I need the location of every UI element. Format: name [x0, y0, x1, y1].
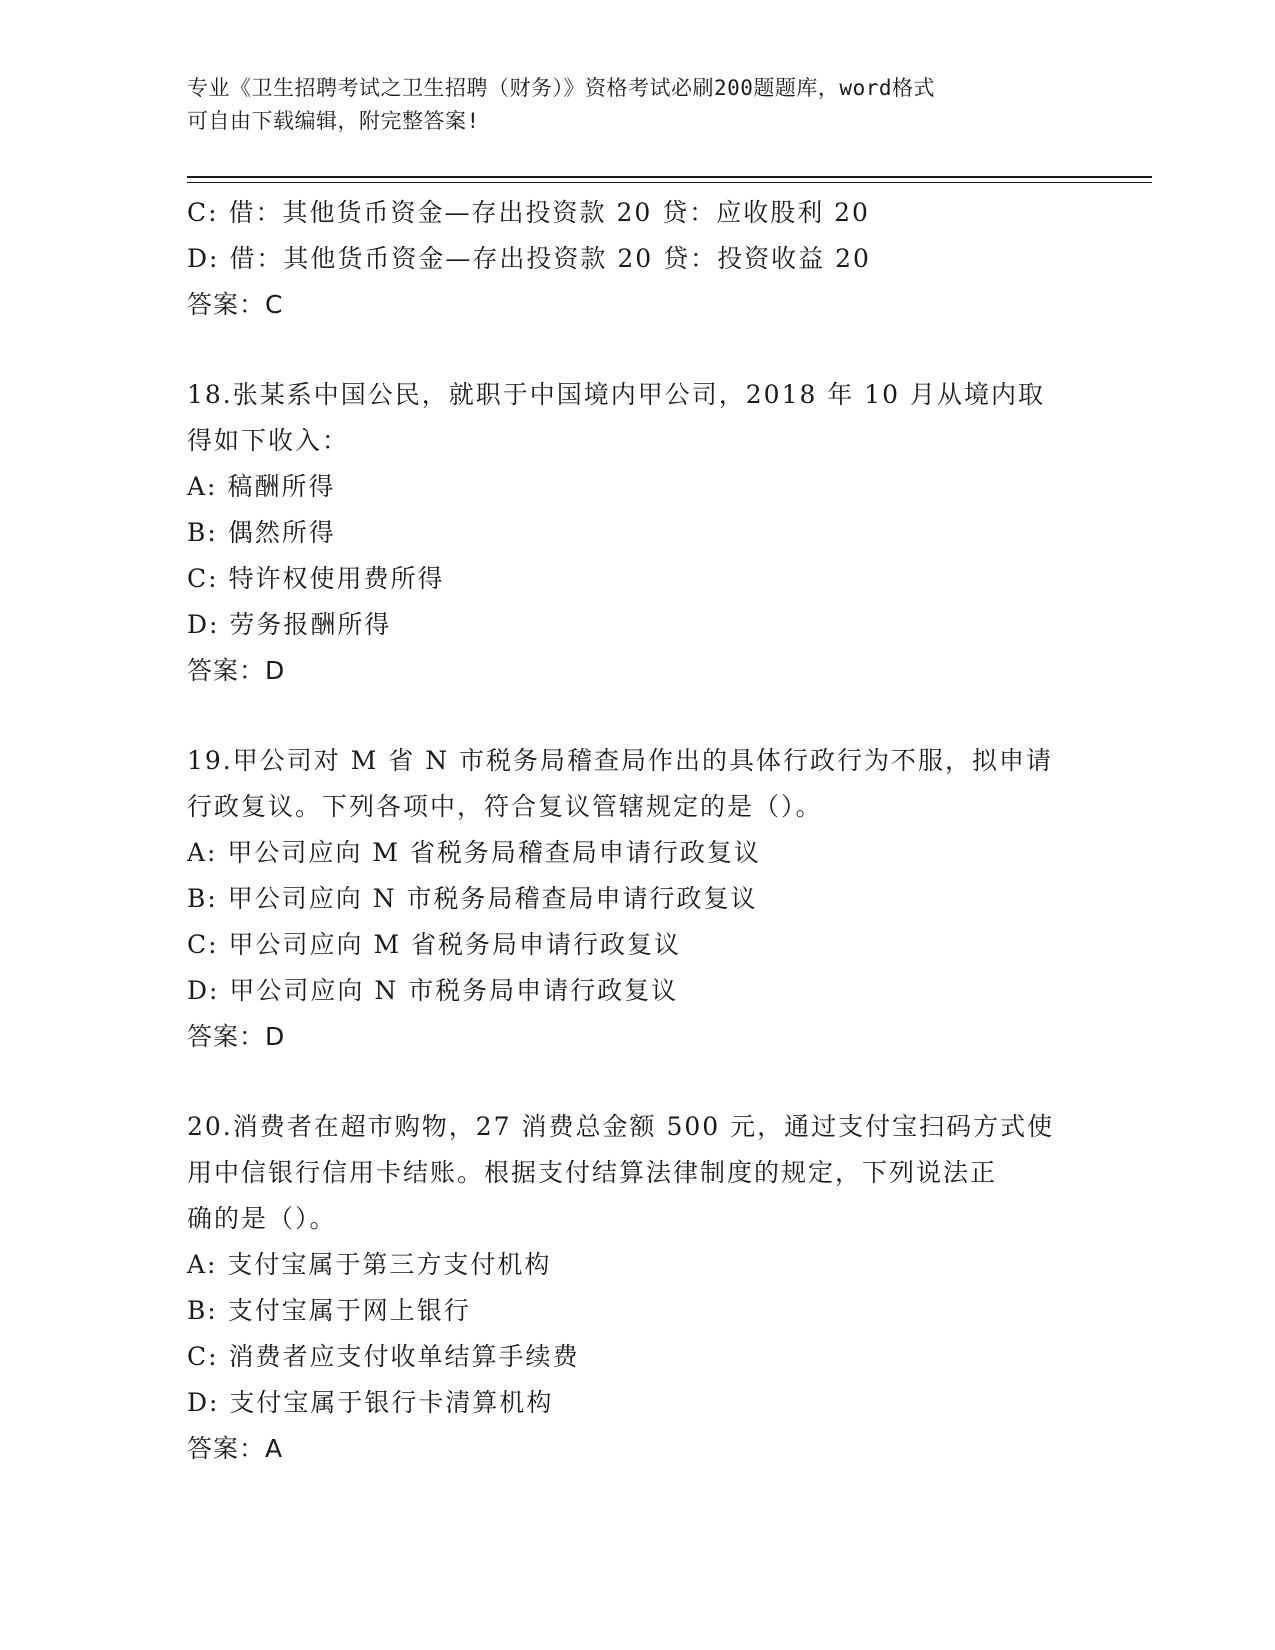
question-text-line: 行政复议。下列各项中，符合复议管辖规定的是（）。 — [187, 792, 823, 821]
option-d: D: 支付宝属于银行卡清算机构 — [187, 1388, 554, 1417]
option-d: D: 借：其他货币资金—存出投资款 20 贷：投资收益 20 — [187, 244, 871, 273]
header-line-2: 可自由下载编辑，附完整答案! — [187, 109, 480, 133]
option-d: D: 劳务报酬所得 — [187, 610, 392, 639]
document-header — [187, 72, 1067, 138]
option-a: A: 甲公司应向 M 省税务局稽查局申请行政复议 — [187, 838, 761, 867]
option-a: A: 支付宝属于第三方支付机构 — [187, 1250, 552, 1279]
option-d: D: 甲公司应向 N 市税务局申请行政复议 — [187, 976, 679, 1005]
header-divider-thick — [187, 176, 1152, 178]
option-b: B: 甲公司应向 N 市税务局稽查局申请行政复议 — [187, 884, 758, 913]
header-divider-thin — [187, 182, 1152, 183]
option-b: B: 偶然所得 — [187, 518, 336, 547]
option-b: B: 支付宝属于网上银行 — [187, 1296, 471, 1325]
answer-line: 答案：D — [187, 1022, 286, 1051]
question-18 — [187, 372, 1087, 694]
option-c: C: 甲公司应向 M 省税务局申请行政复议 — [187, 930, 681, 959]
option-a: A: 稿酬所得 — [187, 472, 336, 501]
option-c: C: 特许权使用费所得 — [187, 564, 445, 593]
header-line-1: 专业《卫生招聘考试之卫生招聘（财务）》资格考试必刷200题题库，word格式 — [187, 76, 935, 100]
option-c: C: 消费者应支付收单结算手续费 — [187, 1342, 580, 1371]
answer-line: 答案：A — [187, 1434, 284, 1463]
question-20 — [187, 1104, 1087, 1472]
question-text-line: 得如下收入： — [187, 426, 350, 455]
option-c: C: 借：其他货币资金—存出投资款 20 贷：应收股利 20 — [187, 198, 870, 227]
question-text-line: 20.消费者在超市购物，27 消费总金额 500 元，通过支付宝扫码方式使 — [187, 1112, 1055, 1141]
document-body — [187, 190, 1087, 1472]
question-19 — [187, 738, 1087, 1060]
carryover-block — [187, 190, 1087, 328]
question-text-line: 确的是（）。 — [187, 1204, 337, 1233]
question-text-line: 用中信银行信用卡结账。根据支付结算法律制度的规定，下列说法正 — [187, 1158, 998, 1187]
answer-line: 答案：C — [187, 290, 284, 319]
question-text-line: 19.甲公司对 M 省 N 市税务局稽查局作出的具体行政行为不服，拟申请 — [187, 746, 1054, 775]
answer-line: 答案：D — [187, 656, 286, 685]
question-text-line: 18.张某系中国公民，就职于中国境内甲公司，2018 年 10 月从境内取 — [187, 380, 1046, 409]
